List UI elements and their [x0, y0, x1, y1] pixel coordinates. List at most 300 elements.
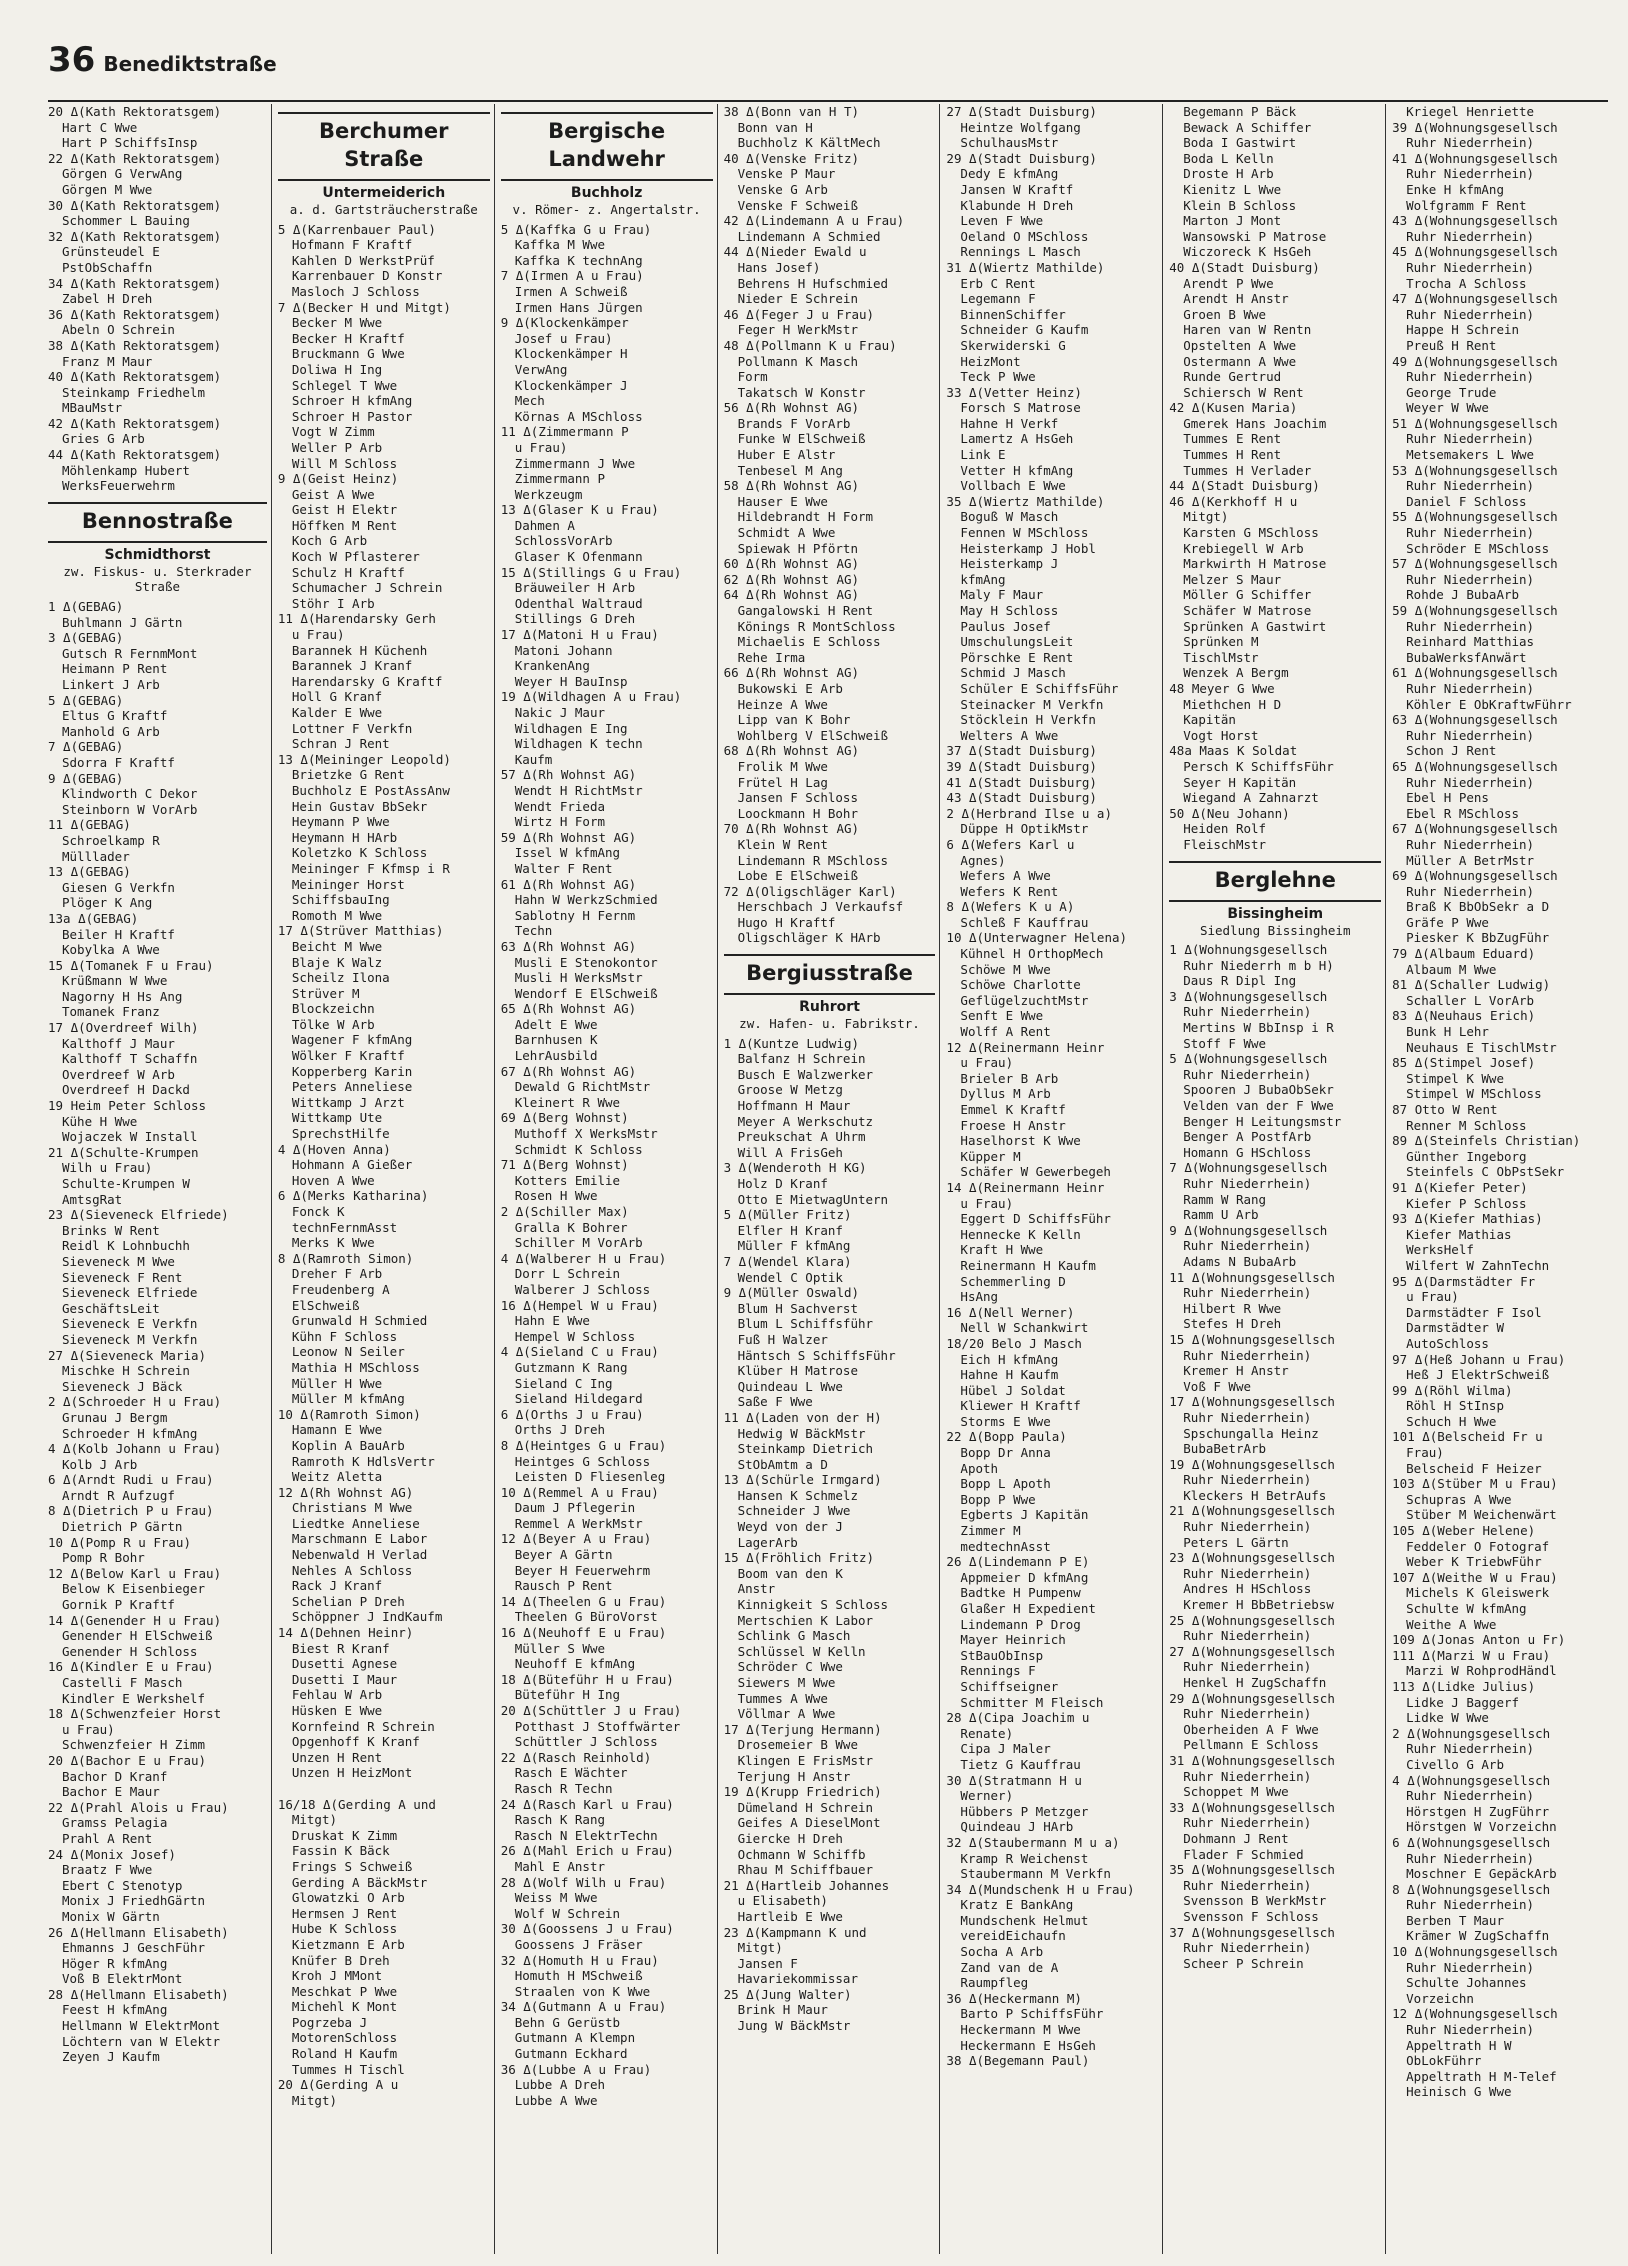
- resident-entry: vereidEichaufn: [960, 1928, 1066, 1944]
- resident-entry: Heisterkamp J Hobl: [960, 540, 1096, 556]
- house-entry: 79 Δ(Albaum Eduard): [1392, 946, 1536, 962]
- resident-entry: Kalthoff J Maur: [62, 1035, 175, 1051]
- resident-entry: Vogt Horst: [1183, 727, 1259, 743]
- resident-entry: Teck P Wwe: [960, 369, 1036, 385]
- resident-entry: Stöcklein H Verkfn: [960, 712, 1096, 728]
- house-entry: 12 Δ(Rh Wohnst AG): [277, 1484, 414, 1500]
- resident-entry: Peters L Gärtn: [1183, 1534, 1289, 1550]
- resident-entry: Kopperberg Karin: [291, 1063, 413, 1079]
- resident-entry: Schroer H Pastor: [291, 408, 413, 424]
- resident-entry: Eich H kfmAng: [960, 1351, 1059, 1367]
- resident-entry: Schelian P Dreh: [291, 1593, 405, 1609]
- resident-entry: Kraft H Wwe: [960, 1242, 1044, 1258]
- house-entry: 22 Δ(Kath Rektoratsgem): [48, 150, 222, 166]
- house-entry: 43 Δ(Wohnungsgesellsch: [1392, 213, 1558, 229]
- street-location-note: a. d. Gartsträucherstraße: [289, 202, 478, 217]
- house-entry: 4 Δ(Kolb Johann u Frau): [48, 1441, 222, 1457]
- resident-entry: Lipp van K Bohr: [737, 712, 851, 728]
- resident-entry: Michels K Gleiswerk: [1406, 1585, 1550, 1601]
- column-4: [717, 104, 940, 2254]
- resident-entry: Tenbesel M Ang: [737, 462, 843, 478]
- resident-entry: Fehlau W Arb: [291, 1687, 383, 1703]
- resident-entry: Michaelis E Schloss: [737, 634, 881, 650]
- resident-entry: Ruhr Niederrhein): [1406, 680, 1535, 696]
- section-rule: [48, 541, 267, 543]
- resident-entry: Frolik M Wwe: [737, 758, 828, 774]
- house-entry: 8 Δ(Ramroth Simon): [277, 1250, 414, 1266]
- resident-entry: Appeltrath H W: [1406, 2037, 1512, 2053]
- header-street-name: Benediktstraße: [103, 52, 277, 76]
- resident-entry: Meschkat P Wwe: [291, 1983, 398, 1999]
- house-entry: 32 Δ(Homuth H u Frau): [500, 1952, 659, 1968]
- resident-entry: Muthoff X WerksMstr: [514, 1126, 658, 1142]
- section-rule: [1169, 861, 1381, 863]
- resident-entry: Nebenwald H Verlad: [291, 1547, 428, 1563]
- resident-entry: Kalthoff T Schaffn: [62, 1051, 198, 1067]
- resident-entry: Ruhr Niederrhein): [1406, 2022, 1535, 2038]
- resident-entry: Homann G HSchloss: [1183, 1144, 1312, 1160]
- resident-entry: Musli H WerksMstr: [514, 970, 643, 986]
- resident-entry: Klindworth C Dekor: [62, 786, 198, 802]
- resident-entry: Wolf W Schrein: [514, 1905, 621, 1921]
- resident-entry: Spooren J BubaObSekr: [1183, 1082, 1334, 1098]
- resident-entry: Heymann P Wwe: [291, 814, 390, 830]
- house-entry: 8 Δ(Wefers K u A): [946, 899, 1075, 915]
- resident-entry: Kindler E Werkshelf: [62, 1690, 205, 1706]
- house-entry: 93 Δ(Kiefer Mathias): [1392, 1211, 1543, 1227]
- resident-entry: kfmAng: [960, 571, 1006, 587]
- house-entry: 20 Δ(Schüttler J u Frau): [500, 1703, 682, 1718]
- resident-entry: StObAmtm a D: [737, 1456, 828, 1472]
- house-entry: 65 Δ(Rh Wohnst AG): [500, 1001, 637, 1017]
- resident-entry: Bewack A Schiffer: [1183, 119, 1312, 135]
- resident-entry: ObLokFührr: [1406, 2053, 1482, 2069]
- resident-entry: Belscheid F Heizer: [1406, 1460, 1542, 1476]
- house-entry: 8 Δ(Heintges G u Frau): [500, 1437, 667, 1453]
- resident-entry: Behrens H Hufschmied: [737, 275, 889, 291]
- resident-entry: Mertins W BbInsp i R: [1183, 1020, 1334, 1036]
- resident-entry: Düppe H OptikMstr: [960, 821, 1089, 837]
- resident-entry: Daus R Dipl Ing: [1183, 973, 1297, 989]
- section-rule: [278, 112, 490, 114]
- house-entry: 6 Δ(Wohnungsgesellsch: [1392, 1834, 1551, 1850]
- resident-entry: Emmel K Kraftf: [960, 1102, 1066, 1117]
- resident-entry: Potthast J Stoffwärter: [514, 1718, 681, 1734]
- house-entry: 27 Δ(Stadt Duisburg): [946, 104, 1097, 119]
- resident-entry: Lindemann P Drog: [960, 1616, 1081, 1632]
- section-rule: [501, 112, 713, 114]
- resident-entry: Schröder E MSchloss: [1406, 540, 1550, 556]
- house-entry: 29 Δ(Stadt Duisburg): [946, 150, 1097, 166]
- resident-entry: Preuß H Rent: [1406, 337, 1497, 353]
- resident-entry: Huber E Alstr: [737, 447, 836, 463]
- resident-entry: u Frau): [960, 1195, 1014, 1211]
- resident-entry: Karrenbauer D Konstr: [291, 268, 443, 284]
- resident-entry: Maly F Maur: [960, 587, 1044, 603]
- resident-entry: Heiden Rolf: [1183, 821, 1267, 837]
- resident-entry: Brands F VorArb: [737, 415, 851, 431]
- resident-entry: Moschner E GepäckArb: [1406, 1866, 1557, 1882]
- resident-entry: SchiffsbauIng: [291, 892, 390, 908]
- house-entry: 16 Δ(Hempel W u Frau): [500, 1297, 659, 1313]
- resident-entry: Leven F Wwe: [960, 213, 1044, 229]
- resident-entry: Sieland Hildegard: [514, 1391, 643, 1407]
- resident-entry: Schmidt K Schloss: [514, 1141, 643, 1157]
- resident-entry: Bopp P Wwe: [960, 1491, 1036, 1507]
- resident-entry: Freudenberg A: [291, 1281, 390, 1297]
- house-entry: 44 Δ(Nieder Ewald u: [723, 244, 867, 260]
- house-entry: 2 Δ(Schroeder H u Frau): [48, 1394, 222, 1410]
- resident-entry: Büteführ H Ing: [514, 1687, 621, 1703]
- resident-entry: Rehe Irma: [737, 649, 806, 665]
- resident-entry: Preukschat A Uhrm: [737, 1129, 866, 1145]
- house-entry: 39 Δ(Wohnungsgesellsch: [1392, 119, 1558, 135]
- resident-entry: Schommer L Bauing: [62, 213, 190, 229]
- resident-entry: Kühe H Wwe: [62, 1113, 138, 1129]
- resident-entry: Schran J Rent: [291, 736, 390, 752]
- house-entry: 9 Δ(Klockenkämper: [500, 315, 629, 331]
- resident-entry: Ostermann A Wwe: [1183, 353, 1297, 369]
- resident-entry: Ruhr Niederrhein): [1406, 525, 1535, 541]
- resident-entry: Ruhr Niederrhein): [1183, 1347, 1312, 1363]
- house-entry: 36 Δ(Lubbe A u Frau): [500, 2061, 652, 2077]
- house-entry: 11 Δ(GEBAG): [48, 817, 131, 833]
- resident-entry: Eggert D SchiffsFühr: [960, 1211, 1111, 1227]
- house-entry: 15 Δ(Wohnungsgesellsch: [1169, 1331, 1335, 1347]
- resident-entry: Krüßmann W Wwe: [62, 973, 168, 989]
- resident-entry: Skerwiderski G: [960, 337, 1066, 353]
- resident-entry: Kremer H BbBetriebsw: [1183, 1597, 1334, 1613]
- resident-entry: Heintges G Schloss: [514, 1453, 651, 1469]
- resident-entry: Forsch S Matrose: [960, 400, 1081, 416]
- resident-entry: Wittkamp J Arzt: [291, 1094, 405, 1110]
- house-entry: 47 Δ(Wohnungsgesellsch: [1392, 291, 1558, 307]
- resident-entry: Zand van de A: [960, 1959, 1059, 1975]
- resident-entry: Schöwe Charlotte: [960, 977, 1081, 993]
- house-entry: 3 Δ(GEBAG): [48, 630, 124, 646]
- resident-entry: Hüsken E Wwe: [291, 1703, 383, 1718]
- resident-entry: Gutzmann K Rang: [514, 1359, 628, 1375]
- resident-entry: Feest H kfmAng: [62, 2002, 168, 2018]
- resident-entry: Piesker K BbZugFühr: [1406, 930, 1550, 946]
- resident-entry: Glaßer H Expedient: [960, 1601, 1096, 1616]
- resident-entry: Heß J ElektrSchweiß: [1406, 1367, 1550, 1383]
- resident-entry: Giesen G Verkfn: [62, 879, 175, 895]
- resident-entry: Hempel W Schloss: [514, 1328, 636, 1344]
- house-entry: 60 Δ(Rh Wohnst AG): [723, 556, 860, 572]
- house-entry: 1 Δ(Kuntze Ludwig): [723, 1035, 860, 1051]
- resident-entry: Otto E MietwagUntern: [737, 1191, 889, 1207]
- street-location-note: zw. Fiskus- u. Sterkrader Straße: [63, 563, 252, 595]
- resident-entry: Prahl A Rent: [62, 1830, 153, 1846]
- resident-entry: Ruhr Niederrhein): [1406, 774, 1535, 790]
- resident-entry: Stefes H Dreh: [1183, 1316, 1282, 1332]
- resident-entry: Koch G Arb: [291, 533, 368, 549]
- resident-entry: Busch E Walzwerker: [737, 1066, 874, 1082]
- resident-entry: Weyd von der J: [737, 1519, 843, 1535]
- resident-entry: Opgenhoff K Kranf: [291, 1734, 420, 1750]
- resident-entry: Nieder E Schrein: [737, 291, 858, 307]
- resident-entry: Abeln O Schrein: [62, 322, 175, 338]
- resident-entry: Schiffseigner: [960, 1678, 1059, 1694]
- resident-entry: Heckermann E HsGeh: [960, 2037, 1096, 2053]
- house-entry: 68 Δ(Rh Wohnst AG): [723, 743, 860, 759]
- resident-entry: Froese H Anstr: [960, 1117, 1066, 1133]
- resident-entry: Rack J Kranf: [291, 1578, 383, 1594]
- resident-entry: Irmen A Schweiß: [514, 283, 628, 299]
- resident-entry: Overdreef W Arb: [62, 1066, 175, 1082]
- resident-entry: UmschulungsLeit: [960, 634, 1074, 650]
- district-name: Untermeiderich: [322, 185, 446, 201]
- resident-entry: Dedy E kfmAng: [960, 166, 1059, 182]
- resident-entry: Sieland C Ing: [514, 1375, 613, 1391]
- house-entry: 26 Δ(Lindemann P E): [946, 1554, 1090, 1570]
- resident-entry: Strüver M: [291, 985, 360, 1001]
- resident-entry: Beiler H Kraftf: [62, 926, 175, 942]
- resident-entry: Albaum M Wwe: [1406, 961, 1497, 977]
- resident-entry: KrankenAng: [514, 658, 590, 674]
- resident-entry: u Frau): [291, 627, 345, 643]
- house-entry: 34 Δ(Gutmann A u Frau): [500, 1999, 667, 2015]
- house-entry: 16 Δ(Neuhoff E u Frau): [500, 1625, 667, 1641]
- house-entry: 6 Δ(Wefers Karl u: [946, 836, 1075, 852]
- resident-entry: Blum H Sachverst: [737, 1300, 858, 1316]
- resident-entry: Will M Schloss: [291, 455, 398, 471]
- column-3: [494, 104, 717, 2254]
- house-entry: 22 Δ(Bopp Paula): [946, 1429, 1067, 1445]
- resident-entry: Weitz Aletta: [291, 1469, 383, 1485]
- resident-entry: Neuhoff E kfmAng: [514, 1656, 636, 1672]
- house-entry: 81 Δ(Schaller Ludwig): [1392, 977, 1551, 993]
- resident-entry: Leisten D Fliesenleg: [514, 1469, 666, 1485]
- resident-entry: Pellmann E Schloss: [1183, 1737, 1319, 1753]
- resident-entry: Senft E Wwe: [960, 1008, 1044, 1024]
- resident-entry: Körnas A MSchloss: [514, 408, 643, 424]
- resident-entry: Paulus Josef: [960, 618, 1051, 634]
- house-entry: 48 Δ(Pollmann K u Frau): [723, 337, 897, 353]
- resident-entry: Masloch J Schloss: [291, 283, 420, 299]
- resident-entry: Ruhr Niederrhein): [1183, 1940, 1312, 1956]
- resident-entry: Hartleib E Wwe: [737, 1908, 843, 1924]
- resident-entry: Beyer H Feuerwehrm: [514, 1562, 651, 1578]
- house-entry: 2 Δ(Herbrand Ilse u a): [946, 805, 1112, 821]
- resident-entry: Kühn F Schloss: [291, 1328, 398, 1344]
- page-header: [48, 40, 277, 80]
- resident-entry: Ruhr Niederrhein): [1406, 1741, 1535, 1757]
- resident-entry: Ebel R MSchloss: [1406, 805, 1520, 821]
- resident-entry: Hörstgen H ZugFührr: [1406, 1803, 1550, 1819]
- house-entry: 51 Δ(Wohnungsgesellsch: [1392, 415, 1558, 431]
- house-entry: 19 Heim Peter Schloss: [48, 1098, 207, 1114]
- resident-entry: Ruhr Niederrhein): [1183, 1815, 1312, 1831]
- house-entry: 57 Δ(Wohnungsgesellsch: [1392, 556, 1558, 572]
- resident-entry: Theelen G BüroVorst: [514, 1609, 658, 1625]
- resident-entry: Boda L Kelln: [1183, 150, 1274, 166]
- street-name: Bennostraße: [81, 508, 233, 533]
- resident-entry: BinnenSchiffer: [960, 306, 1066, 322]
- resident-entry: Schlink G Masch: [737, 1628, 851, 1644]
- resident-entry: Venske G Arb: [737, 181, 828, 197]
- resident-entry: Meininger Horst: [291, 876, 405, 892]
- house-entry: 21 Δ(Schulte-Krumpen: [48, 1144, 199, 1160]
- resident-entry: Kietzmann E Arb: [291, 1936, 405, 1952]
- resident-entry: Schöwe M Wwe: [960, 961, 1051, 977]
- resident-entry: Hart P SchiffsInsp: [62, 135, 198, 151]
- resident-entry: Schneider G Kaufm: [960, 322, 1089, 338]
- resident-entry: Ruhr Niederrhein): [1406, 1959, 1535, 1975]
- resident-entry: Boom van den K: [737, 1565, 843, 1581]
- column-2: [271, 104, 494, 2254]
- resident-entry: Agnes): [960, 852, 1006, 868]
- resident-entry: Beyer A Gärtn: [514, 1547, 613, 1563]
- street-section-heading: [278, 112, 490, 218]
- resident-entry: Funke W ElSchweiß: [737, 431, 866, 447]
- house-entry: 30 Δ(Kath Rektoratsgem): [48, 197, 222, 213]
- resident-entry: Socha A Arb: [960, 1944, 1044, 1960]
- house-entry: 61 Δ(Rh Wohnst AG): [500, 876, 637, 892]
- resident-entry: Frings S Schweiß: [291, 1858, 413, 1874]
- resident-entry: Odenthal Waltraud: [514, 595, 643, 611]
- house-entry: 9 Δ(GEBAG): [48, 770, 124, 786]
- house-entry: 22 Δ(Prahl Alois u Frau): [48, 1799, 229, 1815]
- house-entry: 30 Δ(Stratmann H u: [946, 1772, 1082, 1788]
- street-name: Bergiusstraße: [746, 961, 913, 986]
- resident-entry: Hahn E Wwe: [514, 1313, 590, 1329]
- resident-entry: Quindeau J HArb: [960, 1819, 1074, 1835]
- resident-entry: Neuhaus E TischlMstr: [1406, 1039, 1557, 1055]
- resident-entry: Müller F kfmAng: [737, 1238, 851, 1254]
- resident-entry: Dohmann J Rent: [1183, 1830, 1289, 1846]
- resident-entry: u Elisabeth): [737, 1893, 828, 1909]
- section-rule: [1169, 900, 1381, 902]
- resident-entry: Jansen F Schloss: [737, 790, 858, 806]
- house-entry: 32 Δ(Kath Rektoratsgem): [48, 228, 222, 244]
- house-entry: 26 Δ(Mahl Erich u Frau): [500, 1843, 674, 1859]
- resident-entry: Kleckers H BetrAufs: [1183, 1487, 1327, 1503]
- resident-entry: Civello G Arb: [1406, 1756, 1504, 1772]
- resident-entry: Havariekommissar: [737, 1971, 858, 1987]
- resident-entry: Terjung H Anstr: [737, 1768, 851, 1784]
- resident-entry: Haren van W Rentn: [1183, 322, 1312, 338]
- house-entry: 24 Δ(Monix Josef): [48, 1846, 176, 1862]
- resident-entry: Ruhr Niederrhein): [1406, 478, 1535, 494]
- house-entry: 17 Δ(Wohnungsgesellsch: [1169, 1394, 1335, 1410]
- house-entry: 14 Δ(Theelen G u Frau): [500, 1593, 667, 1609]
- resident-entry: Storms E Wwe: [960, 1413, 1051, 1429]
- resident-entry: Schuch H Wwe: [1406, 1413, 1497, 1429]
- resident-entry: Koch W Pflasterer: [291, 549, 420, 565]
- resident-entry: Daniel F Schloss: [1406, 493, 1527, 509]
- house-entry: 10 Δ(Remmel A u Frau): [500, 1484, 659, 1500]
- resident-entry: Ramm U Arb: [1183, 1207, 1259, 1223]
- house-entry: 15 Δ(Tomanek F u Frau): [48, 957, 214, 973]
- house-entry: 12 Δ(Beyer A u Frau): [500, 1531, 652, 1547]
- house-entry: 17 Δ(Terjung Hermann): [723, 1721, 882, 1737]
- resident-entry: Sprünken A Gastwirt: [1183, 618, 1327, 634]
- resident-entry: Genender H Schloss: [62, 1643, 198, 1659]
- house-entry: 14 Δ(Genender H u Frau): [48, 1612, 222, 1628]
- resident-entry: Hauser E Wwe: [737, 493, 828, 509]
- resident-entry: Ruhr Niederrhein): [1406, 618, 1535, 634]
- house-entry: 14 Δ(Reinermann Heinr: [946, 1179, 1105, 1195]
- resident-entry: Barannek J Kranf: [291, 658, 413, 674]
- resident-entry: Bonn van H: [737, 119, 813, 135]
- resident-entry: WerksFeuerwehrm: [62, 478, 175, 494]
- resident-entry: Lottner F Verkfn: [291, 720, 413, 736]
- resident-entry: Balfanz H Schrein: [737, 1051, 866, 1067]
- house-entry: 44 Δ(Kath Rektoratsgem): [48, 447, 222, 463]
- house-entry: 59 Δ(Wohnungsgesellsch: [1392, 603, 1558, 618]
- resident-entry: Feddeler O Fotograf: [1406, 1538, 1550, 1554]
- resident-entry: Appmeier D kfmAng: [960, 1569, 1089, 1585]
- house-entry: 5 Δ(GEBAG): [48, 692, 124, 708]
- house-entry: 34 Δ(Mundschenk H u Frau): [946, 1881, 1135, 1897]
- house-entry: 1 Δ(Wohnungsgesellsch: [1169, 942, 1328, 958]
- resident-entry: Metsemakers L Wwe: [1406, 447, 1535, 463]
- resident-entry: Druskat K Zimm: [291, 1827, 398, 1843]
- resident-entry: Tummes H Tischl: [291, 2061, 405, 2077]
- section-rule: [724, 993, 936, 995]
- resident-entry: Dusetti Agnese: [291, 1656, 398, 1672]
- resident-entry: Schemmerling D: [960, 1273, 1066, 1289]
- house-entry: 21 Δ(Wohnungsgesellsch: [1169, 1503, 1335, 1519]
- resident-entry: Hansen K Schmelz: [737, 1487, 858, 1503]
- resident-entry: Wiegand A Zahnarzt: [1183, 790, 1319, 806]
- resident-entry: u Frau): [62, 1721, 115, 1737]
- resident-entry: Runde Gertrud: [1183, 369, 1282, 385]
- resident-entry: Saße F Wwe: [737, 1394, 813, 1410]
- resident-entry: Boguß W Masch: [960, 509, 1059, 525]
- resident-entry: Eltus G Kraftf: [62, 708, 168, 724]
- resident-entry: Mayer Heinrich: [960, 1632, 1066, 1648]
- house-entry: 18/20 Belo J Masch: [946, 1335, 1082, 1351]
- resident-entry: Melzer S Maur: [1183, 571, 1282, 587]
- house-entry: 16 Δ(Nell Werner): [946, 1304, 1075, 1320]
- resident-entry: Kratz E BankAng: [960, 1897, 1074, 1913]
- resident-entry: Kühnel H OrthopMech: [960, 946, 1104, 962]
- house-entry: 38 Δ(Kath Rektoratsgem): [48, 337, 222, 353]
- house-entry: 7 Δ(Wendel Klara): [723, 1253, 852, 1269]
- resident-entry: Scheilz Ilona: [291, 970, 390, 986]
- resident-entry: Mitgt): [291, 2092, 337, 2108]
- house-entry: 6 Δ(Merks Katharina): [277, 1188, 429, 1204]
- resident-entry: Wojaczek W Install: [62, 1129, 198, 1145]
- resident-entry: Marschmann E Labor: [291, 1531, 428, 1547]
- resident-entry: Schulte-Krumpen W: [62, 1176, 190, 1191]
- resident-entry: Heimann P Rent: [62, 661, 168, 677]
- column-1: [48, 104, 271, 2254]
- house-entry: 10 Δ(Pomp R u Frau): [48, 1534, 191, 1550]
- house-entry: 24 Δ(Rasch Karl u Frau): [500, 1796, 674, 1812]
- resident-entry: Raumpfleg: [960, 1975, 1029, 1991]
- resident-entry: Cipa J Maler: [960, 1741, 1051, 1757]
- resident-entry: Haselhorst K Wwe: [960, 1133, 1081, 1149]
- house-entry: 31 Δ(Wohnungsgesellsch: [1169, 1752, 1335, 1768]
- resident-entry: Ebel H Pens: [1406, 790, 1489, 806]
- resident-entry: Stimpel K Wwe: [1406, 1070, 1504, 1086]
- resident-entry: Roland H Kaufm: [291, 2046, 398, 2062]
- resident-entry: AmtsgRat: [62, 1191, 123, 1207]
- house-entry: 7 Δ(Wohnungsgesellsch: [1169, 1160, 1328, 1176]
- resident-entry: Voß F Wwe: [1183, 1378, 1252, 1394]
- resident-entry: Venske F Schweiß: [737, 197, 858, 213]
- house-entry: 38 Δ(Begemann Paul): [946, 2053, 1090, 2069]
- resident-entry: SchlossVorArb: [514, 533, 613, 549]
- resident-entry: Buchholz E PostAssAnw: [291, 782, 450, 798]
- resident-entry: Heinisch G Wwe: [1406, 2084, 1512, 2100]
- resident-entry: Svensson F Schloss: [1183, 1908, 1319, 1924]
- resident-entry: Klüber H Matrose: [737, 1363, 858, 1379]
